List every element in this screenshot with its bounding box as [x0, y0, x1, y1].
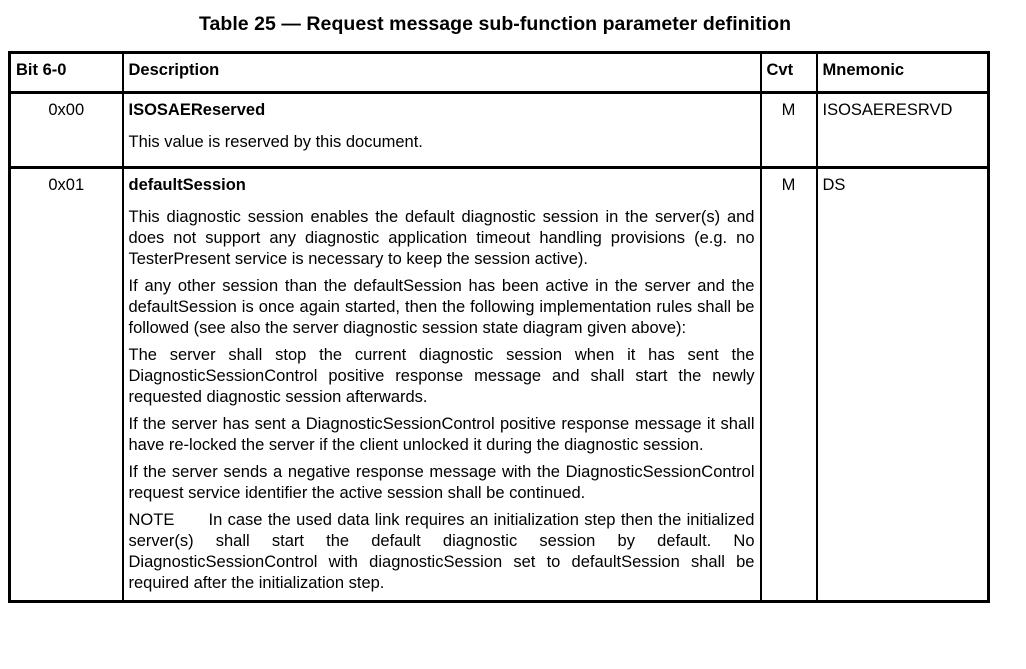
- parameter-definition-table: [8, 51, 990, 603]
- description-paragraph: This value is reserved by this document.: [128, 133, 423, 151]
- header-bit: Bit 6-0: [10, 53, 123, 93]
- cvt-value: M: [761, 93, 817, 168]
- note-text: In case the used data link requires an initialization step then the initialized server(s) shall start the default diagnostic session by default. No DiagnosticSessionControl with diagnosticSession set to defaultSession shall be required after the initialization step.: [128, 511, 755, 592]
- description-paragraph: If any other session than the defaultSession has been active in the server and the defaultSession is once again started, then the following implementation rules shall be followed (see also the server diagnostic session state diagram given above):: [128, 277, 755, 337]
- mnemonic-value: ISOSAERESRVD: [817, 93, 989, 168]
- bit-value: 0x01: [10, 168, 123, 602]
- description-paragraph: If the server has sent a DiagnosticSessionControl positive response message it shall have re-locked the server if the client unlocked it during the diagnostic session.: [128, 415, 755, 454]
- table-row: [10, 93, 989, 168]
- description-paragraph: The server shall stop the current diagnostic session when it has sent the DiagnosticSessionControl positive response message and shall start the newly requested diagnostic session afterwards.: [128, 346, 755, 406]
- table-header-row: [10, 53, 989, 93]
- note-paragraph: [129, 510, 755, 594]
- mnemonic-value: DS: [817, 168, 989, 602]
- header-description: Description: [123, 53, 761, 93]
- description-paragraph: If the server sends a negative response message with the DiagnosticSessionControl request service identifier the active session shall be continued.: [128, 463, 755, 502]
- table-row: [10, 168, 989, 602]
- parameter-name: defaultSession: [128, 176, 246, 194]
- table-caption: Table 25 — Request message sub-function parameter definition: [198, 13, 792, 35]
- note-label: NOTE: [128, 511, 175, 529]
- description-cell: [123, 168, 761, 602]
- header-cvt: Cvt: [761, 53, 817, 93]
- header-mnemonic: Mnemonic: [817, 53, 989, 93]
- parameter-name: ISOSAEReserved: [128, 101, 266, 119]
- description-cell: [123, 93, 761, 168]
- description-paragraph: This diagnostic session enables the default diagnostic session in the server(s) and does not support any diagnostic application timeout handling provisions (e.g. no TesterPresent service is necessary to keep the session active).: [128, 208, 755, 268]
- cvt-value: M: [761, 168, 817, 602]
- bit-value: 0x00: [10, 93, 123, 168]
